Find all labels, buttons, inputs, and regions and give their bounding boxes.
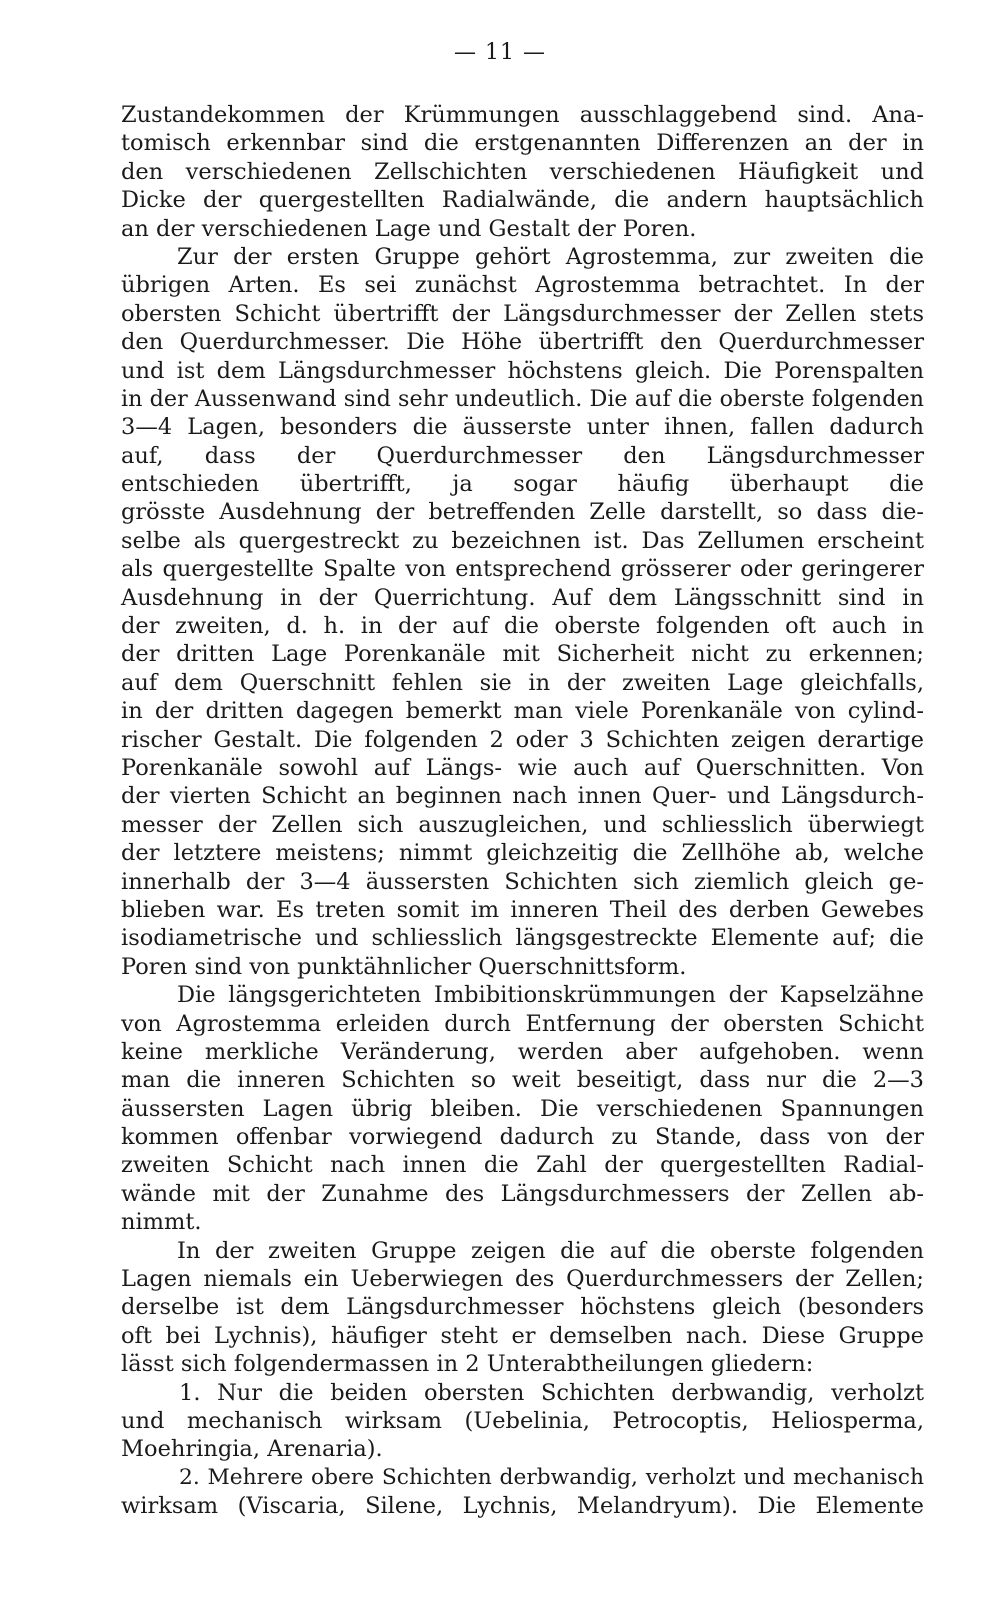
text-line: isodiametrische und schliesslich längsgestreckte Elemente auf; die	[121, 925, 924, 952]
text-line: tomisch erkennbar sind die erstgenannten Differenzen an der in	[121, 130, 924, 157]
text-line: zweiten Schicht nach innen die Zahl der quergestellten Radial-	[121, 1152, 924, 1179]
text-line: Lagen niemals ein Ueberwiegen des Querdurchmessers der Zellen;	[121, 1266, 924, 1293]
text-line: In der zweiten Gruppe zeigen die auf die oberste folgenden	[177, 1237, 924, 1264]
text-line: den Querdurchmesser. Die Höhe übertrifft den Querdurchmesser	[121, 329, 924, 356]
text-line: und ist dem Längsdurchmesser höchstens gleich. Die Porenspalten	[121, 357, 924, 384]
paragraph-4	[121, 1237, 924, 1379]
text-line: Moehringia, Arenaria).	[121, 1436, 383, 1463]
text-line: wände mit der Zunahme des Längsdurchmessers der Zellen ab-	[121, 1180, 924, 1207]
text-line: äussersten Lagen übrig bleiben. Die verschiedenen Spannungen	[121, 1095, 924, 1122]
text-line: grösste Ausdehnung der betreffenden Zelle darstellt, so dass die-	[121, 499, 924, 526]
text-line: Dicke der quergestellten Radialwände, die andern hauptsächlich	[121, 187, 924, 214]
text-line: blieben war. Es treten somit im inneren Theil des derben Gewebes	[121, 896, 924, 923]
paragraph-3	[121, 981, 924, 1237]
text-line: der vierten Schicht an beginnen nach innen Quer- und Längsdurch-	[121, 783, 924, 810]
text-line: Ausdehnung in der Querrichtung. Auf dem Längsschnitt sind in	[121, 584, 924, 611]
text-line: derselbe ist dem Längsdurchmesser höchstens gleich (besonders	[121, 1294, 924, 1321]
text-line: in der dritten dagegen bemerkt man viele Porenkanäle von cylind-	[121, 698, 924, 725]
text-line: auf dem Querschnitt fehlen sie in der zweiten Lage gleichfalls,	[121, 669, 924, 696]
list-item-1	[121, 1379, 924, 1464]
text-line: entschieden übertrifft, ja sogar häufig überhaupt die	[121, 471, 924, 498]
text-line: keine merkliche Veränderung, werden aber aufgehoben. wenn	[121, 1038, 924, 1065]
text-line: oft bei Lychnis), häufiger steht er demselben nach. Diese Gruppe	[121, 1322, 924, 1349]
text-line: Porenkanäle sowohl auf Längs- wie auch auf Querschnitten. Von	[121, 754, 924, 781]
text-line: innerhalb der 3—4 äussersten Schichten sich ziemlich gleich ge-	[121, 868, 924, 895]
text-line: rischer Gestalt. Die folgenden 2 oder 3 Schichten zeigen derartige	[121, 726, 924, 753]
paragraph-1	[121, 101, 924, 243]
list-item-2	[121, 1464, 924, 1521]
text-line: der zweiten, d. h. in der auf die oberste folgenden oft auch in	[121, 613, 924, 640]
text-line: Zustandekommen der Krümmungen ausschlaggebend sind. Ana-	[121, 102, 924, 128]
text-line: kommen offenbar vorwiegend dadurch zu Stande, dass von der	[121, 1124, 924, 1151]
text-line: messer der Zellen sich auszugleichen, und schliesslich überwiegt	[121, 811, 924, 838]
text-line: man die inneren Schichten so weit beseitigt, dass nur die 2—3	[121, 1067, 924, 1094]
text-line: lässt sich folgendermassen in 2 Unterabtheilungen gliedern:	[121, 1351, 814, 1378]
text-line: übrigen Arten. Es sei zunächst Agrostemma betrachtet. In der	[121, 272, 924, 299]
text-line: der letztere meistens; nimmt gleichzeitig die Zellhöhe ab, welche	[121, 840, 924, 867]
text-line: wirksam (Viscaria, Silene, Lychnis, Melandryum). Die Elemente	[121, 1493, 924, 1520]
text-line: Die längsgerichteten Imbibitionskrümmungen der Kapselzähne	[177, 982, 924, 1009]
text-line: selbe als quergestreckt zu bezeichnen ist. Das Zellumen erscheint	[121, 527, 924, 554]
text-line: den verschiedenen Zellschichten verschiedenen Häufigkeit und	[121, 158, 924, 185]
text-line: obersten Schicht übertrifft der Längsdurchmesser der Zellen stets	[121, 300, 924, 327]
text-line: von Agrostemma erleiden durch Entfernung der obersten Schicht	[121, 1010, 924, 1037]
text-line: 3—4 Lagen, besonders die äusserste unter ihnen, fallen dadurch	[121, 414, 924, 441]
page-number: — 11 —	[454, 40, 546, 65]
text-line: an der verschiedenen Lage und Gestalt der Poren.	[121, 215, 697, 242]
text-line: Poren sind von punktähnlicher Querschnittsform.	[121, 953, 687, 980]
text-line: 2. Mehrere obere Schichten derbwandig, verholzt und mechanisch	[179, 1464, 924, 1490]
text-line: nimmt.	[121, 1209, 202, 1236]
body-text	[121, 101, 924, 1521]
text-line: in der Aussenwand sind sehr undeutlich. Die auf die oberste folgenden	[121, 385, 924, 412]
text-line: als quergestellte Spalte von entsprechend grösserer oder geringerer	[121, 556, 924, 583]
text-line: 1. Nur die beiden obersten Schichten derbwandig, verholzt	[179, 1379, 924, 1406]
text-line: Zur der ersten Gruppe gehört Agrostemma, zur zweiten die	[177, 243, 924, 270]
text-line: auf, dass der Querdurchmesser den Längsdurchmesser	[121, 442, 924, 469]
text-line: der dritten Lage Porenkanäle mit Sicherheit nicht zu erkennen;	[121, 641, 924, 668]
paragraph-2	[121, 243, 924, 981]
text-line: und mechanisch wirksam (Uebelinia, Petrocoptis, Heliosperma,	[121, 1407, 924, 1434]
